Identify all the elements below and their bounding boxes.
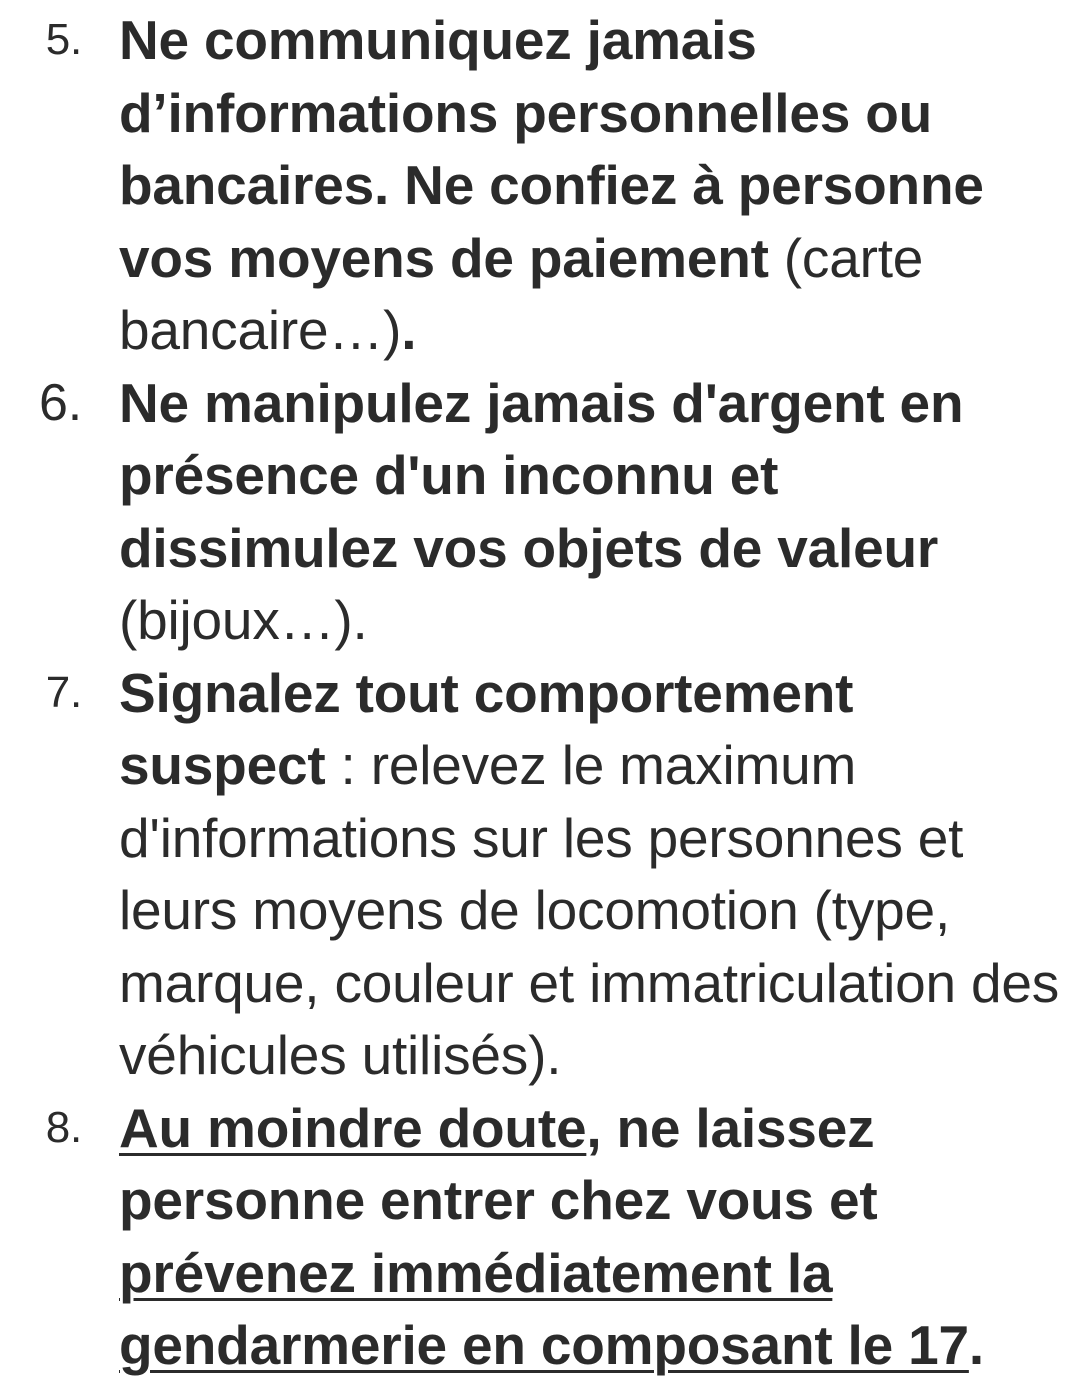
list-item-8 <box>0 1092 1088 1382</box>
item-regular-text: : relevez le maximum d'informations sur les personnes et leurs moyens de locomotion (type, marque, couleur et immatriculation des véhicules utilisés). <box>119 734 1060 1086</box>
item-regular-text: (carte bancaire…) <box>119 226 924 361</box>
list-number: 6. <box>39 373 82 432</box>
item-bold-text: Signalez tout comportement suspect <box>119 661 854 796</box>
item-underlined-bold-text: prévenez immédiatement la gendarmerie en composant le 17 <box>119 1241 969 1376</box>
list-item-6 <box>0 367 1088 657</box>
item-bold-punctuation: . <box>401 299 417 361</box>
list-number: 7. <box>45 667 82 717</box>
item-bold-text: Ne communiquez jamais d’informations personnelles ou bancaires. Ne confiez à personne vos moyens de paiement <box>119 9 984 289</box>
item-underlined-bold-text: Au moindre doute <box>119 1096 587 1159</box>
list-item-5 <box>0 4 1088 367</box>
item-bold-punctuation: . <box>968 1314 984 1376</box>
list-item-7 <box>0 657 1088 1092</box>
list-number: 5. <box>45 15 82 64</box>
item-bold-text: , ne laissez personne entrer chez vous et <box>119 1096 878 1231</box>
item-regular-text: (bijoux…). <box>119 589 368 651</box>
list-number: 8. <box>45 1102 82 1152</box>
item-bold-text: Ne manipulez jamais d'argent en présence d'un inconnu et dissimulez vos objets de valeur <box>119 371 964 579</box>
